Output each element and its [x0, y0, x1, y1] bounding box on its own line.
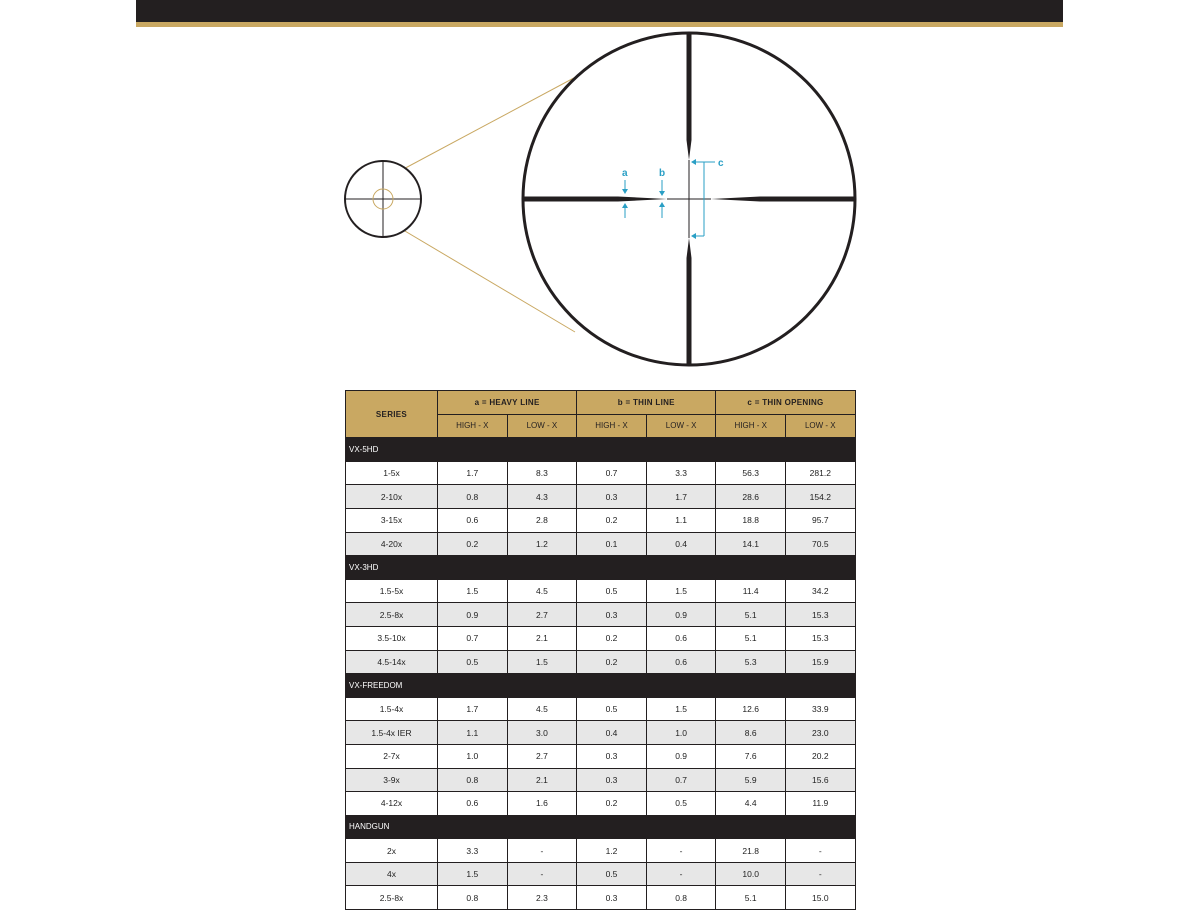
value-cell: 1.6 [507, 792, 577, 816]
value-cell: 0.7 [438, 626, 508, 650]
value-cell: 0.2 [438, 532, 508, 556]
value-cell: 0.8 [438, 768, 508, 792]
model-cell: 4-12x [346, 792, 438, 816]
subheader-high-x: HIGH - X [716, 414, 786, 438]
series-group-label: VX-3HD [346, 556, 856, 580]
subheader-low-x: LOW - X [507, 414, 577, 438]
value-cell: 0.2 [577, 792, 647, 816]
value-cell: - [786, 862, 856, 886]
value-cell: - [786, 839, 856, 863]
value-cell: - [507, 862, 577, 886]
value-cell: 0.6 [438, 508, 508, 532]
svg-text:a: a [622, 168, 628, 179]
value-cell: 21.8 [716, 839, 786, 863]
value-cell: 0.8 [438, 485, 508, 509]
value-cell: 1.7 [646, 485, 716, 509]
value-cell: 0.5 [646, 792, 716, 816]
value-cell: 15.0 [786, 886, 856, 910]
value-cell: 0.9 [646, 744, 716, 768]
value-cell: 1.5 [646, 697, 716, 721]
value-cell: 4.5 [507, 697, 577, 721]
value-cell: 281.2 [786, 461, 856, 485]
value-cell: 0.3 [577, 744, 647, 768]
value-cell: 0.8 [646, 886, 716, 910]
table-row [346, 650, 856, 674]
top-heavy-post [687, 33, 692, 160]
value-cell: 4.5 [507, 579, 577, 603]
value-cell: 0.3 [577, 603, 647, 627]
table-row [346, 532, 856, 556]
value-cell: 0.5 [577, 862, 647, 886]
value-cell: 1.7 [438, 461, 508, 485]
series-group-row [346, 815, 856, 839]
series-group-row [346, 438, 856, 462]
value-cell: 2.7 [507, 744, 577, 768]
subheader-high-x: HIGH - X [438, 414, 508, 438]
model-cell: 1.5-5x [346, 579, 438, 603]
value-cell: 5.3 [716, 650, 786, 674]
value-cell: 5.1 [716, 886, 786, 910]
value-cell: 1.5 [438, 579, 508, 603]
table-row [346, 461, 856, 485]
value-cell: 0.2 [577, 626, 647, 650]
value-cell: 8.3 [507, 461, 577, 485]
model-cell: 2x [346, 839, 438, 863]
value-cell: 0.2 [577, 508, 647, 532]
model-cell: 2-7x [346, 744, 438, 768]
value-cell: 8.6 [716, 721, 786, 745]
table-row [346, 839, 856, 863]
model-cell: 3-9x [346, 768, 438, 792]
model-cell: 3.5-10x [346, 626, 438, 650]
value-cell: 2.1 [507, 768, 577, 792]
value-cell: 3.3 [438, 839, 508, 863]
value-cell: 33.9 [786, 697, 856, 721]
value-cell: 0.9 [646, 603, 716, 627]
model-cell: 1-5x [346, 461, 438, 485]
model-cell: 3-15x [346, 508, 438, 532]
value-cell: 1.1 [438, 721, 508, 745]
value-cell: 14.1 [716, 532, 786, 556]
value-cell: - [507, 839, 577, 863]
value-cell: 0.1 [577, 532, 647, 556]
value-cell: 7.6 [716, 744, 786, 768]
subheader-low-x: LOW - X [786, 414, 856, 438]
subheader-low-x: LOW - X [646, 414, 716, 438]
value-cell: 0.3 [577, 886, 647, 910]
model-cell: 4.5-14x [346, 650, 438, 674]
value-cell: 1.5 [507, 650, 577, 674]
value-cell: 20.2 [786, 744, 856, 768]
value-cell: 18.8 [716, 508, 786, 532]
table-row [346, 768, 856, 792]
value-cell: 56.3 [716, 461, 786, 485]
value-cell: 4.3 [507, 485, 577, 509]
value-cell: 154.2 [786, 485, 856, 509]
value-cell: 3.0 [507, 721, 577, 745]
value-cell: 12.6 [716, 697, 786, 721]
value-cell: 3.3 [646, 461, 716, 485]
value-cell: 70.5 [786, 532, 856, 556]
table-row [346, 603, 856, 627]
value-cell: 2.8 [507, 508, 577, 532]
series-group-row [346, 674, 856, 698]
value-cell: 0.3 [577, 485, 647, 509]
reticle-subtension-table [345, 390, 856, 910]
value-cell: 1.7 [438, 697, 508, 721]
series-group-row [346, 556, 856, 580]
value-cell: 0.8 [438, 886, 508, 910]
reticle-diagram [0, 0, 1200, 385]
value-cell: 1.5 [646, 579, 716, 603]
model-cell: 4x [346, 862, 438, 886]
table-row [346, 697, 856, 721]
value-cell: 5.1 [716, 603, 786, 627]
table-row [346, 862, 856, 886]
value-cell: 0.3 [577, 768, 647, 792]
value-cell: 23.0 [786, 721, 856, 745]
value-cell: 15.9 [786, 650, 856, 674]
value-cell: 15.6 [786, 768, 856, 792]
small-reticle-thumbnail [345, 161, 421, 237]
thin-opening-header: c = THIN OPENING [716, 391, 855, 415]
model-cell: 2-10x [346, 485, 438, 509]
table-row [346, 579, 856, 603]
value-cell: 1.0 [646, 721, 716, 745]
series-group-label: VX-FREEDOM [346, 674, 856, 698]
value-cell: 15.3 [786, 626, 856, 650]
value-cell: 95.7 [786, 508, 856, 532]
table-body [346, 438, 856, 910]
value-cell: 28.6 [716, 485, 786, 509]
large-reticle [523, 33, 855, 365]
value-cell: 4.4 [716, 792, 786, 816]
model-cell: 1.5-4x IER [346, 721, 438, 745]
value-cell: 2.3 [507, 886, 577, 910]
value-cell: 5.9 [716, 768, 786, 792]
value-cell: 0.6 [646, 650, 716, 674]
value-cell: 5.1 [716, 626, 786, 650]
series-group-label: VX-5HD [346, 438, 856, 462]
value-cell: 0.6 [646, 626, 716, 650]
subheader-high-x: HIGH - X [577, 414, 647, 438]
value-cell: 0.7 [646, 768, 716, 792]
value-cell: 0.6 [438, 792, 508, 816]
model-cell: 2.5-8x [346, 603, 438, 627]
value-cell: 15.3 [786, 603, 856, 627]
value-cell: 1.1 [646, 508, 716, 532]
table-row [346, 886, 856, 910]
table-row [346, 485, 856, 509]
value-cell: 0.2 [577, 650, 647, 674]
table-row [346, 721, 856, 745]
model-cell: 2.5-8x [346, 886, 438, 910]
value-cell: 2.1 [507, 626, 577, 650]
table-row [346, 792, 856, 816]
table-row [346, 626, 856, 650]
series-group-label: HANDGUN [346, 815, 856, 839]
value-cell: 11.4 [716, 579, 786, 603]
thin-line-header: b = THIN LINE [577, 391, 716, 415]
value-cell: 1.2 [507, 532, 577, 556]
value-cell: 11.9 [786, 792, 856, 816]
value-cell: 0.7 [577, 461, 647, 485]
value-cell: 0.5 [438, 650, 508, 674]
value-cell: 0.4 [646, 532, 716, 556]
model-cell: 4-20x [346, 532, 438, 556]
value-cell: 0.9 [438, 603, 508, 627]
table-row [346, 508, 856, 532]
value-cell: 0.5 [577, 697, 647, 721]
table-row [346, 744, 856, 768]
svg-text:c: c [718, 158, 724, 169]
heavy-line-header: a = HEAVY LINE [438, 391, 577, 415]
series-header: SERIES [346, 391, 438, 438]
model-cell: 1.5-4x [346, 697, 438, 721]
value-cell: - [646, 839, 716, 863]
value-cell: - [646, 862, 716, 886]
value-cell: 2.7 [507, 603, 577, 627]
value-cell: 0.4 [577, 721, 647, 745]
value-cell: 34.2 [786, 579, 856, 603]
bottom-heavy-post [687, 238, 692, 365]
value-cell: 10.0 [716, 862, 786, 886]
svg-text:b: b [659, 168, 666, 179]
value-cell: 1.2 [577, 839, 647, 863]
value-cell: 0.5 [577, 579, 647, 603]
value-cell: 1.5 [438, 862, 508, 886]
value-cell: 1.0 [438, 744, 508, 768]
